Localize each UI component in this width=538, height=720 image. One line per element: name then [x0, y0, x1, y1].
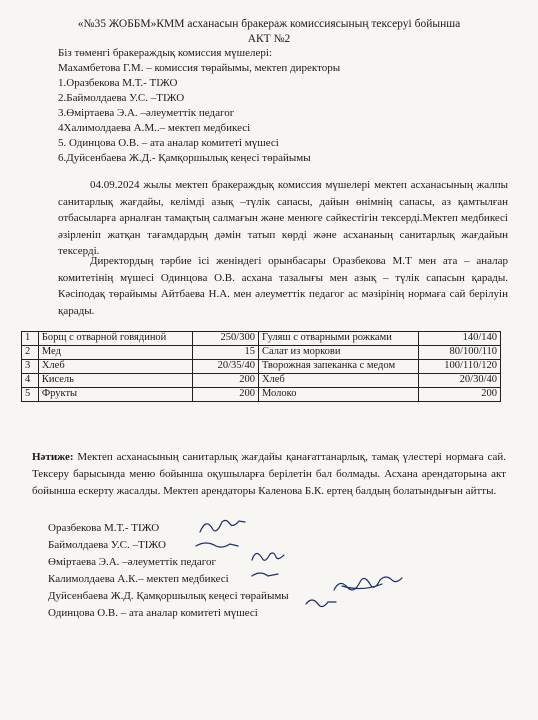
- weight-cell: 200: [192, 388, 258, 402]
- weight-cell: 200: [192, 374, 258, 388]
- signature-mark: [252, 573, 278, 576]
- dish-cell: Кисель: [38, 374, 192, 388]
- members-intro: Біз төменгі бракераждық комиссия мүшелері:: [58, 47, 273, 59]
- dish-cell: Мед: [38, 346, 192, 360]
- signature-mark: [334, 577, 402, 590]
- signature-mark: [306, 600, 336, 607]
- dish-cell: Борщ с отварной говядиной: [38, 332, 192, 346]
- weight-cell: 20/30/40: [418, 374, 500, 388]
- row-number: 1: [22, 332, 39, 346]
- weight-cell: 250/300: [192, 332, 258, 346]
- member-line: 2.Баймолдаева У.С. –ТІЖО: [58, 92, 185, 104]
- document-title: «№35 ЖОББМ»КММ асханасын бракераж комиссиясының тексеруі бойынша: [77, 18, 461, 30]
- result-text: Мектеп асханасының санитарлық жағдайы қанағаттанарлық, тамақ үлестері нормаға сай. Тексеру барысында меню бойынша оқушыларға берілетін бал болмады. Асхана арендаторына акт бойынша ескерту жасалды. Мектеп арендаторы Каленова Б.К. ертең балдың болатындығын айтты.: [32, 451, 506, 497]
- member-line: 1.Оразбекова М.Т.- ТІЖО: [58, 77, 178, 89]
- weight-cell: 200: [418, 388, 500, 402]
- dish-cell: Салат из моркови: [258, 346, 418, 360]
- signature-mark: [200, 520, 245, 532]
- signature-mark: [196, 543, 238, 547]
- weight-cell: 140/140: [418, 332, 500, 346]
- paragraph-inspection-text: 04.09.2024 жылы мектеп бракераждық комиссия мүшелері мектеп асханасының жалпы санитарлық жағдайы, келімді азық –түлік сапасы, дайын өнімнің сапасы, аз қамтылған отбасыларға арналған тамақтың салмағын және менюге сәйкестігін тексерді.Мектеп медбикесі әзірленіп жатқан тағамдардың дәмін татып көрді және асхананың санитарлық жағдайын тексерді.: [58, 179, 508, 257]
- signature-line: Калимолдаева А.К.– мектеп медбикесі: [48, 573, 229, 585]
- dish-cell: Гуляш с отварными рожками: [258, 332, 418, 346]
- row-number: 3: [22, 360, 39, 374]
- dish-cell: Хлеб: [258, 374, 418, 388]
- weight-cell: 80/100/110: [418, 346, 500, 360]
- weight-cell: 20/35/40: [192, 360, 258, 374]
- member-line: 3.Өміртаева Э.А. –әлеуметтік педагог: [58, 107, 235, 119]
- dish-cell: Хлеб: [38, 360, 192, 374]
- row-number: 2: [22, 346, 39, 360]
- signature-line: Одинцова О.В. – ата аналар комитеті мүшесі: [48, 607, 258, 619]
- weight-cell: 15: [192, 346, 258, 360]
- signature-mark: [252, 553, 284, 560]
- result-label: Нәтиже:: [32, 451, 74, 463]
- row-number: 5: [22, 388, 39, 402]
- paragraph-review-text: Директордың тәрбие ісі женіндегі орынбасары Оразбекова М.Т мен ата – аналар комитетінің мүшесі Одинцова О.В. асхана тазалығы мен азық – түлік сапасын қарады. Кәсіподақ төрайымы Айтбаева Н.А. мен әлеуметтік педагог ас мәзірінің нормаға сай берілуін қарады.: [58, 255, 508, 317]
- dish-cell: Молоко: [258, 388, 418, 402]
- act-number: АКТ №2: [247, 33, 291, 45]
- member-line: 5. Одинцова О.В. – ата аналар комитеті мүшесі: [58, 137, 279, 149]
- signature-line: Баймолдаева У.С. –ТІЖО: [48, 539, 166, 551]
- weight-cell: 100/110/120: [418, 360, 500, 374]
- member-line: 4Халимолдаева А.М..– мектеп медбикесі: [58, 122, 251, 134]
- signature-line: Оразбекова М.Т.- ТІЖО: [48, 522, 160, 534]
- dish-cell: Творожная запеканка с медом: [258, 360, 418, 374]
- signature-line: Дуйсенбаева Ж.Д. Қамқоршылық кеңесі төрайымы: [48, 590, 289, 602]
- dish-cell: Фрукты: [38, 388, 192, 402]
- signature-line: Өміртаева Э.А. –әлеуметтік педагог: [48, 556, 216, 568]
- member-line: Махамбетова Г.М. – комиссия төрайымы, мектеп директоры: [58, 62, 341, 74]
- member-line: 6.Дуйсенбаева Ж.Д.- Қамқоршылық кеңесі төрайымы: [58, 152, 311, 164]
- row-number: 4: [22, 374, 39, 388]
